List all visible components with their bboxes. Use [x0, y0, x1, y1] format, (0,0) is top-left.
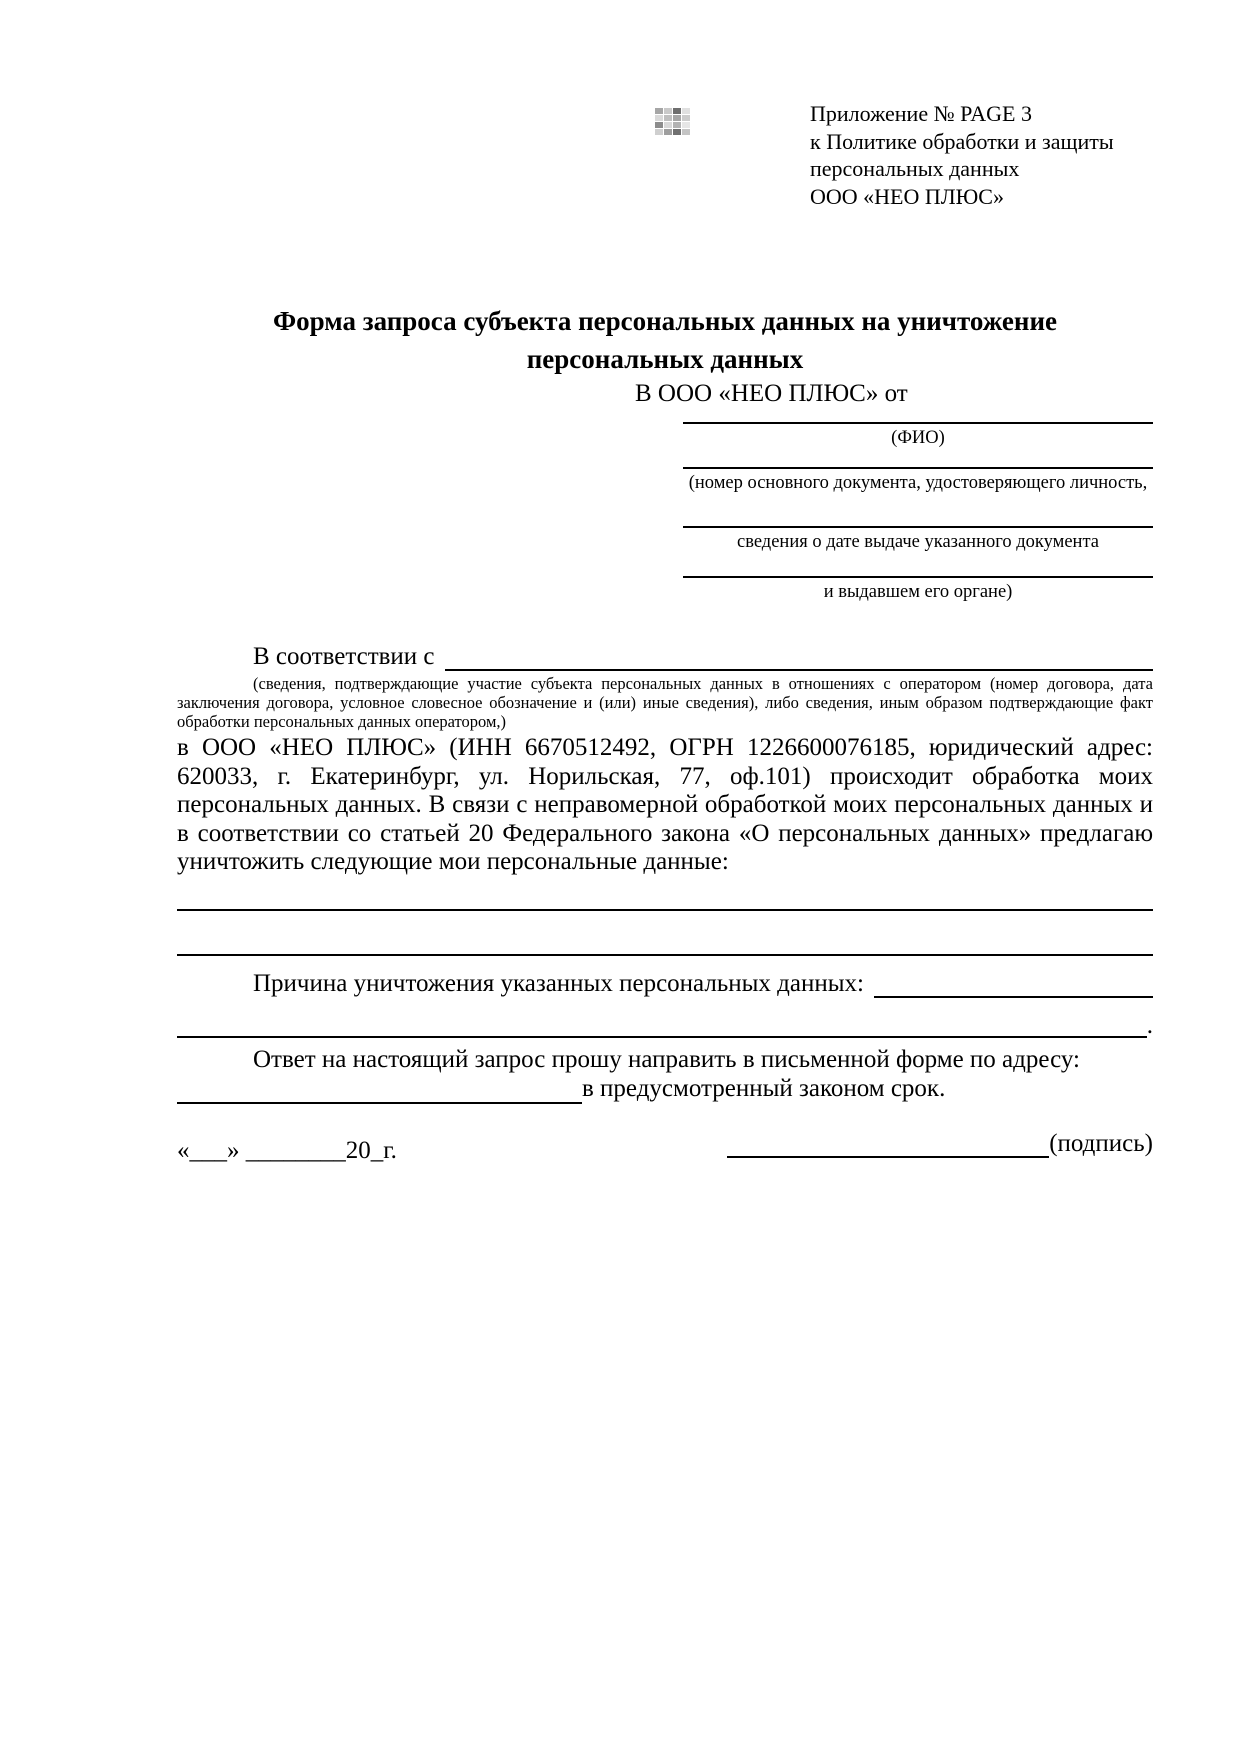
reason-row [177, 970, 1153, 998]
answer-continuation-text: в предусмотренный законом срок. [582, 1074, 946, 1102]
appendix-header-line: Приложение № PAGE 3 [810, 101, 1032, 126]
signature-line [727, 1132, 1049, 1158]
fill-in-caption: сведения о дате выдаче указанного документа [737, 532, 1099, 552]
blurred-text-artifact-icon [655, 108, 691, 135]
fill-in-fields-block [683, 422, 1153, 603]
form-title-line2: персональных данных [526, 344, 804, 374]
blank-fill-line [177, 1012, 1147, 1038]
fine-print-note: (сведения, подтверждающие участие субъекта персональных данных в отношениях с оператором (номер договора, дата заключения договора, условное словесное обозначение и (или) иные сведения), либо сведения, иным образом подтверждающие факт обработки персональных данных оператором,) [177, 674, 1153, 731]
form-title [177, 302, 1153, 378]
reason-blank-line [874, 972, 1153, 998]
period-mark: . [1146, 1011, 1153, 1039]
appendix-header [810, 100, 1153, 210]
reason-label: Причина уничтожения указанных персональных данных: [253, 969, 864, 997]
fill-in-caption: и выдавшем его органе) [823, 582, 1013, 602]
fill-in-field-document-number [683, 467, 1153, 494]
accordance-blank-line [445, 645, 1153, 671]
addressee-line: В ООО «НЕО ПЛЮС» от [635, 380, 908, 407]
address-blank-line [177, 1078, 582, 1104]
date-placeholder: «___» ________20_г. [177, 1136, 397, 1164]
form-title-line1: Форма запроса субъекта персональных данных на уничтожение [272, 306, 1058, 336]
appendix-header-line: к Политике обработки и защиты [810, 128, 1114, 154]
appendix-header-line: персональных данных [810, 156, 1020, 181]
signature-group [727, 1130, 1153, 1158]
blank-fill-line [177, 877, 1153, 911]
fill-in-caption: (ФИО) [891, 428, 945, 448]
fill-in-caption: (номер основного документа, удостоверяющего личность, [688, 473, 1148, 493]
fill-in-field-issue-date [683, 526, 1153, 553]
document-header-region [177, 100, 1153, 212]
answer-paragraph: Ответ на настоящий запрос прошу направить в письменной форме по адресу: [253, 1045, 1080, 1073]
accordance-label: В соответствии с [253, 643, 435, 670]
accordance-row [177, 643, 1153, 671]
reason-continuation-line [177, 1012, 1153, 1038]
fill-in-field-fio [683, 422, 1153, 449]
signature-caption: (подпись) [1049, 1129, 1153, 1157]
body-paragraph: в ООО «НЕО ПЛЮС» (ИНН 6670512492, ОГРН 1226600076185, юридический адрес: 620033, г. Екатеринбург, ул. Норильская, 77, оф.101) происходит обработка моих персональных данных. В связи с неправомерной обработкой моих персональных данных и в соответствии со статьей 20 Федерального закона «О персональных данных» предлагаю уничтожить следующие мои персональные данные: [177, 734, 1153, 875]
answer-continuation-row [177, 1074, 1153, 1104]
fill-in-field-issuing-authority [683, 576, 1153, 603]
appendix-header-line: ООО «НЕО ПЛЮС» [810, 183, 1004, 209]
blank-fill-line [177, 911, 1153, 956]
date-signature-row [177, 1130, 1153, 1165]
